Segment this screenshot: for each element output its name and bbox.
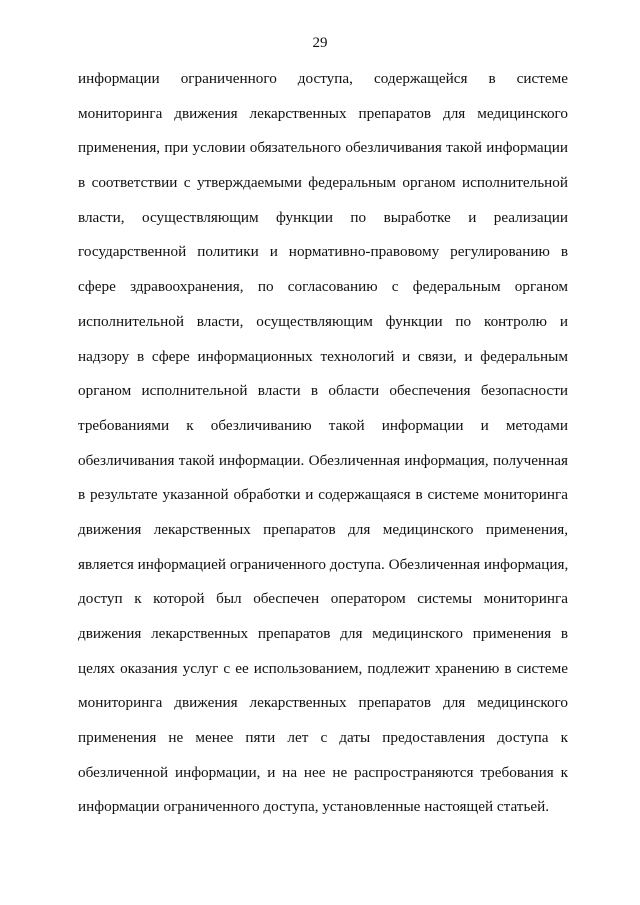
text-line: органом исполнительной власти в области обеспечения безопасности (78, 382, 568, 400)
text-line-last: информации ограниченного доступа, установленные настоящей статьей. (78, 798, 550, 816)
body-text (78, 69, 568, 832)
text-line: доступ к которой был обеспечен оператором системы мониторинга (78, 590, 568, 608)
text-line: мониторинга движения лекарственных препаратов для медицинского (78, 104, 568, 122)
text-line: целях оказания услуг с ее использованием, подлежит хранению в системе (78, 659, 568, 677)
text-line: требованиями к обезличиванию такой информации и методами (78, 416, 568, 434)
text-line: надзору в сфере информационных технологий и связи, и федеральным (78, 347, 568, 365)
text-line: применения, при условии обязательного обезличивания такой информации (78, 139, 568, 157)
text-line: власти, осуществляющим функции по выработке и реализации (78, 208, 568, 226)
text-line: применения не менее пяти лет с даты предоставления доступа к (78, 729, 568, 747)
text-line: движения лекарственных препаратов для медицинского применения в (78, 625, 568, 642)
text-line: мониторинга движения лекарственных препаратов для медицинского (78, 694, 568, 712)
page-number: 29 (312, 35, 328, 51)
text-line: в соответствии с утверждаемыми федеральным органом исполнительной (78, 174, 568, 192)
text-line: является информацией ограниченного доступа. Обезличенная информация, (78, 555, 569, 573)
text-line: в результате указанной обработки и содержащаяся в системе мониторинга (78, 486, 568, 504)
text-line: обезличенной информации, и на нее не распространяются требования к (78, 763, 568, 781)
text-line: государственной политики и нормативно-правовому регулированию в (78, 243, 568, 261)
text-line: сфере здравоохранения, по согласованию с федеральным органом (78, 278, 568, 296)
text-line: обезличивания такой информации. Обезличенная информация, полученная (78, 451, 568, 469)
text-line: информации ограниченного доступа, содержащейся в системе (78, 70, 568, 87)
text-line: исполнительной власти, осуществляющим функции по контролю и (78, 312, 568, 330)
text-line: движения лекарственных препаратов для медицинского применения, (78, 520, 568, 538)
